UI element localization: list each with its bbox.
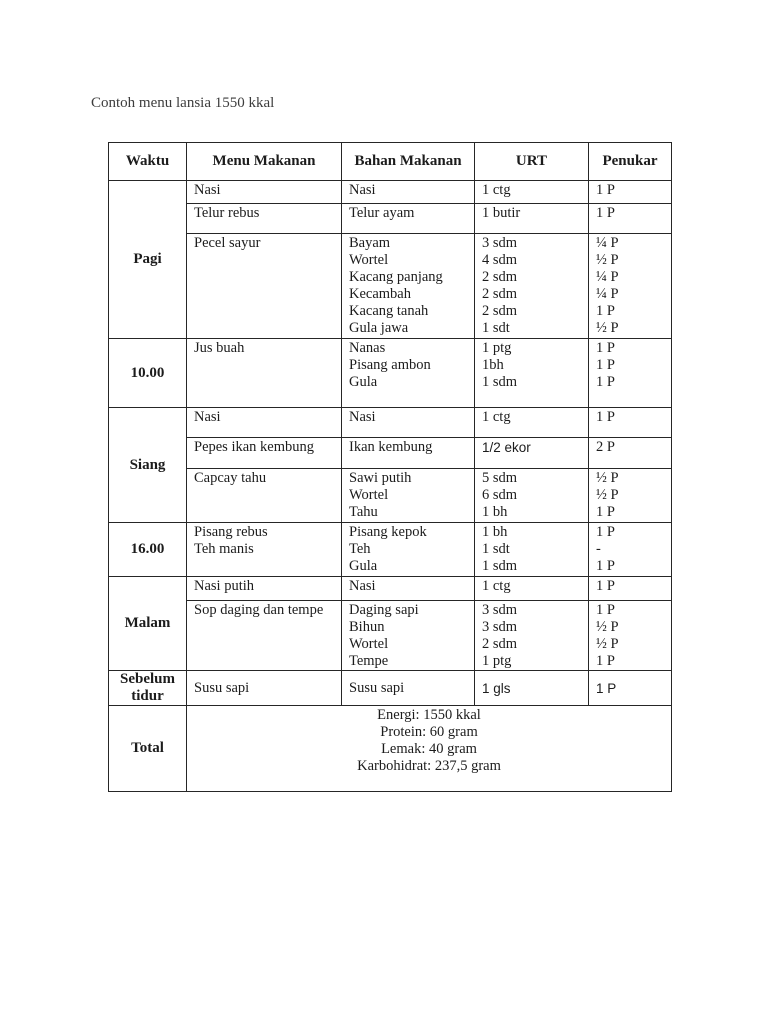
bahan-item: Kecambah [349, 286, 411, 302]
penukar-cell [589, 181, 672, 204]
penukar-cell [589, 601, 672, 671]
urt-cell [475, 438, 589, 469]
penukar-value: ½ P [596, 636, 619, 652]
penukar-value: 1 P [596, 602, 615, 618]
waktu-label: Malam [109, 577, 187, 671]
penukar-value: 1 P [596, 182, 615, 198]
menu-item: Pecel sayur [194, 235, 261, 251]
penukar-value: ½ P [596, 470, 619, 486]
menu-cell [187, 234, 342, 339]
bahan-cell [342, 234, 475, 339]
menu-item: Nasi [194, 409, 221, 425]
bahan-item: Wortel [349, 636, 389, 652]
bahan-item: Gula [349, 558, 378, 574]
table-row [109, 438, 672, 469]
header-bahan: Bahan Makanan [342, 143, 475, 181]
menu-cell [187, 523, 342, 577]
penukar-value: 1 P [596, 374, 615, 390]
bahan-cell [342, 408, 475, 438]
penukar-value: ½ P [596, 252, 619, 268]
urt-value: 4 sdm [482, 252, 518, 268]
urt-value: 1 gls [482, 680, 511, 696]
bahan-cell [342, 577, 475, 601]
urt-value: 1 butir [482, 205, 521, 221]
urt-value: 3 sdm [482, 619, 518, 635]
penukar-value: 1 P [596, 578, 615, 594]
urt-value: 1 sdt [482, 320, 510, 336]
urt-value: 1 sdm [482, 558, 518, 574]
waktu-label: 16.00 [109, 523, 187, 577]
menu-cell [187, 469, 342, 523]
bahan-cell [342, 523, 475, 577]
penukar-value: 2 P [596, 439, 615, 455]
menu-cell [187, 204, 342, 234]
urt-value: 2 sdm [482, 303, 518, 319]
urt-value: 1 sdt [482, 541, 510, 557]
bahan-item: Nasi [349, 578, 376, 594]
penukar-cell [589, 339, 672, 408]
waktu-label: 10.00 [109, 339, 187, 408]
urt-value: 1 ptg [482, 340, 512, 356]
penukar-cell [589, 234, 672, 339]
table-header-row [109, 143, 672, 181]
penukar-cell [589, 438, 672, 469]
menu-item: Nasi [194, 182, 221, 198]
table-row [109, 601, 672, 671]
document-title: Contoh menu lansia 1550 kkal [91, 95, 275, 111]
penukar-value: 1 P [596, 205, 615, 221]
bahan-item: Kacang tanah [349, 303, 429, 319]
bahan-item: Susu sapi [349, 679, 405, 696]
penukar-value: 1 P [596, 558, 615, 574]
bahan-item: Gula jawa [349, 320, 409, 336]
penukar-value: ½ P [596, 487, 619, 503]
penukar-value: 1 P [596, 303, 615, 319]
bahan-item: Gula [349, 374, 378, 390]
total-summary-cell [187, 706, 672, 792]
bahan-item: Telur ayam [349, 205, 415, 221]
urt-cell [475, 671, 589, 706]
penukar-value: - [596, 541, 601, 557]
bahan-item: Teh [349, 541, 371, 557]
penukar-cell [589, 671, 672, 706]
table-row [109, 577, 672, 601]
penukar-cell [589, 408, 672, 438]
table-row [109, 523, 672, 577]
bahan-item: Wortel [349, 252, 389, 268]
bahan-item: Tempe [349, 653, 389, 669]
waktu-label: Sebelum tidur [109, 671, 187, 706]
bahan-cell [342, 438, 475, 469]
bahan-item: Kacang panjang [349, 269, 443, 285]
penukar-value: ¼ P [596, 269, 619, 285]
header-waktu: Waktu [109, 143, 187, 181]
penukar-value: 1 P [596, 504, 615, 520]
header-penukar: Penukar [589, 143, 672, 181]
menu-cell [187, 181, 342, 204]
penukar-value: 1 P [596, 653, 615, 669]
bahan-cell [342, 469, 475, 523]
penukar-cell [589, 204, 672, 234]
bahan-cell [342, 181, 475, 204]
urt-value: 1 ptg [482, 653, 512, 669]
urt-value: 1 ctg [482, 182, 511, 198]
penukar-value: ¼ P [596, 286, 619, 302]
bahan-item: Nasi [349, 182, 376, 198]
bahan-item: Bayam [349, 235, 391, 251]
urt-cell [475, 523, 589, 577]
urt-cell [475, 204, 589, 234]
urt-value: 1 bh [482, 524, 508, 540]
penukar-value: ½ P [596, 320, 619, 336]
total-line: Energi: 1550 kkal [377, 707, 481, 723]
penukar-cell [589, 577, 672, 601]
menu-cell [187, 438, 342, 469]
urt-cell [475, 577, 589, 601]
bahan-item: Daging sapi [349, 602, 419, 618]
urt-value: 1bh [482, 357, 504, 373]
urt-cell [475, 339, 589, 408]
bahan-item: Nasi [349, 409, 376, 425]
table-row [109, 181, 672, 204]
menu-item: Pepes ikan kembung [194, 439, 315, 455]
urt-value: 2 sdm [482, 286, 518, 302]
penukar-cell [589, 523, 672, 577]
penukar-value: 1 P [596, 357, 615, 373]
penukar-cell [589, 469, 672, 523]
table-row [109, 234, 672, 339]
urt-value: 1 bh [482, 504, 508, 520]
table-row-total [109, 706, 672, 792]
urt-value: 1/2 ekor [482, 440, 531, 455]
menu-cell [187, 601, 342, 671]
urt-value: 1 sdm [482, 374, 518, 390]
menu-cell [187, 408, 342, 438]
bahan-item: Sawi putih [349, 470, 412, 486]
urt-cell [475, 408, 589, 438]
menu-item: Teh manis [194, 541, 254, 557]
bahan-cell [342, 204, 475, 234]
total-line: Karbohidrat: 237,5 gram [357, 758, 501, 774]
menu-cell [187, 339, 342, 408]
penukar-value: 1 P [596, 524, 615, 540]
urt-value: 6 sdm [482, 487, 518, 503]
total-label: Total [109, 706, 187, 792]
urt-value: 2 sdm [482, 269, 518, 285]
bahan-cell [342, 671, 475, 706]
menu-item: Pisang rebus [194, 524, 268, 540]
total-line: Protein: 60 gram [380, 724, 478, 740]
urt-value: 2 sdm [482, 636, 518, 652]
urt-value: 3 sdm [482, 235, 518, 251]
header-menu: Menu Makanan [187, 143, 342, 181]
menu-cell [187, 577, 342, 601]
penukar-value: ¼ P [596, 235, 619, 251]
urt-value: 1 ctg [482, 578, 511, 594]
total-line: Lemak: 40 gram [381, 741, 477, 757]
urt-value: 3 sdm [482, 602, 518, 618]
bahan-cell [342, 339, 475, 408]
urt-cell [475, 181, 589, 204]
menu-cell [187, 671, 342, 706]
bahan-item: Pisang ambon [349, 357, 431, 373]
table-row [109, 339, 672, 408]
menu-item: Jus buah [194, 340, 245, 356]
bahan-item: Ikan kembung [349, 439, 433, 455]
penukar-value: 1 P [596, 340, 615, 356]
bahan-item: Wortel [349, 487, 389, 503]
table-row [109, 204, 672, 234]
penukar-value: ½ P [596, 619, 619, 635]
menu-table [108, 142, 672, 792]
urt-cell [475, 469, 589, 523]
bahan-cell [342, 601, 475, 671]
bahan-item: Tahu [349, 504, 378, 520]
bahan-item: Nanas [349, 340, 386, 356]
menu-item: Nasi putih [194, 578, 255, 594]
waktu-label: Pagi [109, 181, 187, 339]
table-row [109, 408, 672, 438]
urt-value: 1 ctg [482, 409, 511, 425]
waktu-label: Siang [109, 408, 187, 523]
table-row [109, 671, 672, 706]
menu-item: Capcay tahu [194, 470, 267, 486]
urt-cell [475, 601, 589, 671]
penukar-value: 1 P [596, 680, 617, 696]
bahan-item: Bihun [349, 619, 385, 635]
bahan-item: Pisang kepok [349, 524, 427, 540]
header-urt: URT [475, 143, 589, 181]
urt-cell [475, 234, 589, 339]
menu-item: Susu sapi [194, 679, 250, 696]
table-row [109, 469, 672, 523]
menu-item: Telur rebus [194, 205, 260, 221]
menu-item: Sop daging dan tempe [194, 602, 324, 618]
urt-value: 5 sdm [482, 470, 518, 486]
penukar-value: 1 P [596, 409, 615, 425]
